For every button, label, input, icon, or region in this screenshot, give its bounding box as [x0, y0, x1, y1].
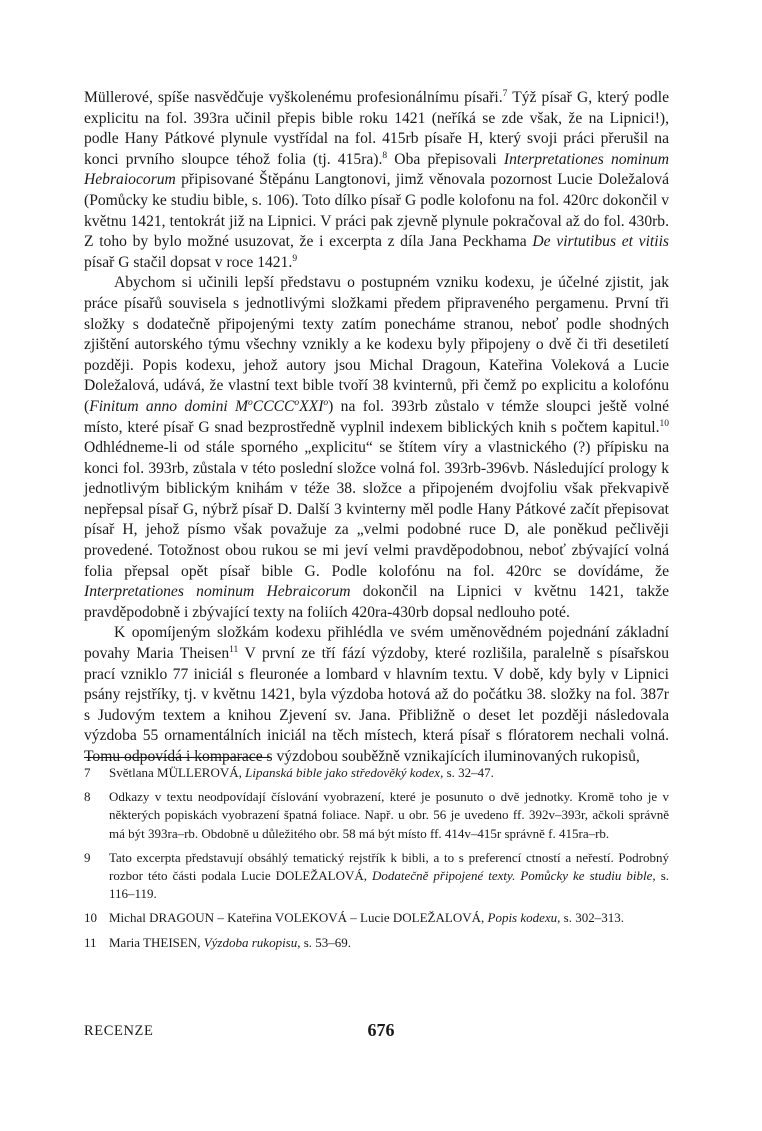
text-run: , s. 32–47. — [440, 765, 494, 780]
body-text — [84, 88, 669, 768]
text-run: písař G stačil dopsat v roce 1421. — [84, 253, 293, 271]
footnote-separator — [84, 757, 270, 758]
text-run: , s. 116–119. — [109, 868, 669, 902]
italic-text: Interpretationes nominum Hebraiocorum — [84, 150, 669, 189]
text-run: Odkazy v textu neodpovídají číslování vyobrazení, které je posunuto o dvě jednotky. Kromě toho je v některých popiskách vyobrazení špatná foliace. Např. u obr. 56 je uvedeno ff. 392v–393r, ačkoli správně má být 393ra–rb. Obdobně u důležitého obr. 58 má být místo ff. 414v–415r správně f. 415ra–rb. — [109, 789, 669, 841]
italic-text: CCCC — [252, 397, 295, 415]
running-footer-section: RECENZE — [84, 1023, 154, 1039]
page-number: 676 — [367, 1020, 395, 1040]
footnote-text — [109, 910, 624, 925]
footnote — [84, 849, 669, 904]
footnote-number: 11 — [84, 934, 97, 950]
italic-text: XXI — [299, 397, 324, 415]
text-run: ) na fol. 393rb zůstalo v témže sloupci ještě volné místo, které písař G snad bezprostředně vyplnil indexem biblických knih s počtem kapitul. — [84, 397, 669, 436]
footnote-text — [109, 935, 351, 950]
footnote — [84, 764, 669, 782]
text-run: připisované Štěpánu Langtonovi, jimž věnovala pozornost Lucie Doležalová (Pomůcky ke studiu bible, s. 106). Toto dílko písař G podle kolofonu na fol. 420rc dokončil v květnu 1421, tentokrát již na Lipnici. V práci pak zjevně plynule pokračoval až do fol. 430rb. Z toho by bylo možné usuzovat, že i excerpta z díla Jana Peckhama — [84, 171, 669, 251]
footnote-number: 8 — [84, 789, 91, 805]
text-run: Týž písař G, který podle explicitu na fol. 393ra učinil přepis bible roku 1421 (neříká se zde však, že na Lipnici!), podle Hany Pátkové plynule vystřídal na fol. 415rb písaře H, který svoji práci přerušil na konci prvního sloupce téhož folia (tj. 415ra). — [84, 89, 669, 168]
body-paragraph — [84, 623, 669, 767]
footnote-number: 10 — [84, 910, 97, 926]
text-run: Abychom si učinili lepší představu o postupném vzniku kodexu, je účelné zjistit, jak práce písařů souvisela s jednotlivými složkami předem připraveného pergamenu. První tři složky s dodatečně připojenými texty zatím ponecháme stranou, neboť podle shodných zjištění autorského týmu všechny vznikly a ke kodexu byly připojeny o dvě či tři desetiletí později. Popis kodexu, jehož autory jsou Michal Dragoun, Kateřina Voleková a Lucie Doležalová, udává, že vlastní text bible tvoří 38 kvinternů, při čemž po explicitu a kolofónu ( — [84, 274, 669, 415]
italic-text: De virtutibus et vitiis — [532, 233, 669, 251]
footnote-text — [109, 850, 669, 901]
text-run: Odhlédneme-li od stále sporného „explicitu“ se štítem víry a vlastnického (?) přípisku na konci fol. 393rb, zůstala v této poslední složce volná fol. 393rb-396vb. Následující prology k jednotlivým biblickým knihám v téže 38. složce a připojeném dvojfoliu však překvapivě nepřepsal písař G, nýbrž písař D. Další 3 kvinterny měl podle Hany Pátkové začít přepisovat písař H, jehož písmo však považuje za „velmi podobné ruce D, ale poněkud pečlivěji provedené. Totožnost obou rukou se mi jeví velmi pravděpodobnou, neboť zbývající volná folia přepsal opět písař bible G. Podle kolofónu na fol. 420rc se dovídáme, že — [84, 439, 669, 580]
text-run: Maria THEISEN, — [109, 934, 204, 950]
text-run: Michal DRAGOUN – Kateřina VOLEKOVÁ – Lucie DOLEŽALOVÁ, — [109, 910, 488, 926]
footnote-text — [109, 765, 494, 780]
footnote-number: 7 — [84, 765, 91, 780]
footnote — [84, 788, 669, 843]
footnote — [84, 934, 669, 952]
text-run: K opomíjeným složkám kodexu přihlédla ve svém uměnovědném pojednání základní povahy Maria Theisen — [84, 624, 669, 663]
text-run: , s. 53–69. — [297, 934, 352, 950]
text-run: Oba přepisovali — [387, 150, 504, 168]
italic-text: Interpretationes nominum Hebraicorum — [84, 583, 351, 601]
text-run: dokončil na Lipnici v květnu 1421, takže pravděpodobně i zbývající texty na foliích 420ra-430rb dopsal nedlouho poté. — [84, 583, 669, 621]
italic-text: Dodatečně připojené texty. Pomůcky ke studiu bible — [372, 868, 653, 884]
footnote-reference: 9 — [292, 253, 298, 264]
footnote-reference: 11 — [229, 645, 239, 656]
footnote-text — [109, 789, 669, 840]
footnotes — [84, 764, 669, 958]
superscript-text: o — [294, 397, 300, 408]
body-paragraph — [84, 273, 669, 623]
italic-text: Výzdoba rukopisu — [203, 934, 298, 950]
text-run: Müllerové, spíše nasvědčuje vyškolenému profesionálnímu písaři. — [84, 89, 503, 106]
footnote — [84, 909, 669, 927]
superscript-text: o — [248, 397, 253, 408]
text-run: , s. 302–313. — [557, 910, 624, 926]
italic-text: Lipanská bible jako středověký kodex — [245, 765, 441, 780]
footnote-number: 9 — [84, 849, 91, 865]
body-paragraph — [84, 88, 669, 273]
text-run: Tato excerpta představují obsáhlý tematický rejstřík k bibli, a to s preferencí ctností a neřestí. Podrobný rozbor této části podala Lucie DOLEŽALOVÁ, — [109, 849, 669, 884]
text-run: V první ze tří fází výzdoby, které rozlišila, paralelně s písařskou prací vzniklo 77 iniciál s fleuronée a lombard v hlavním textu. V době, kdy byly v Lipnici psány rejstříky, tj. v květnu 1421, byla výzdoba hotová až do počátku 38. složky na fol. 387r s Judovým textem a knihou Zjevení sv. Jana. Přibližně o deset let později následovala výzdoba 55 ornamentálních iniciál na těch místech, která písař s flóratorem nechali volná. Tomu odpovídá i komparace s výzdobou souběžně vznikajících iluminovaných rukopisů, — [84, 645, 669, 765]
footnote-reference: 8 — [382, 150, 388, 161]
italic-text: Finitum anno domini M — [89, 397, 249, 415]
footnote-reference: 10 — [659, 418, 669, 429]
text-run: Světlana MÜLLEROVÁ, — [109, 765, 246, 780]
italic-text: Popis kodexu — [487, 910, 558, 926]
superscript-text: o — [323, 397, 329, 408]
footnote-reference: 7 — [502, 89, 508, 99]
